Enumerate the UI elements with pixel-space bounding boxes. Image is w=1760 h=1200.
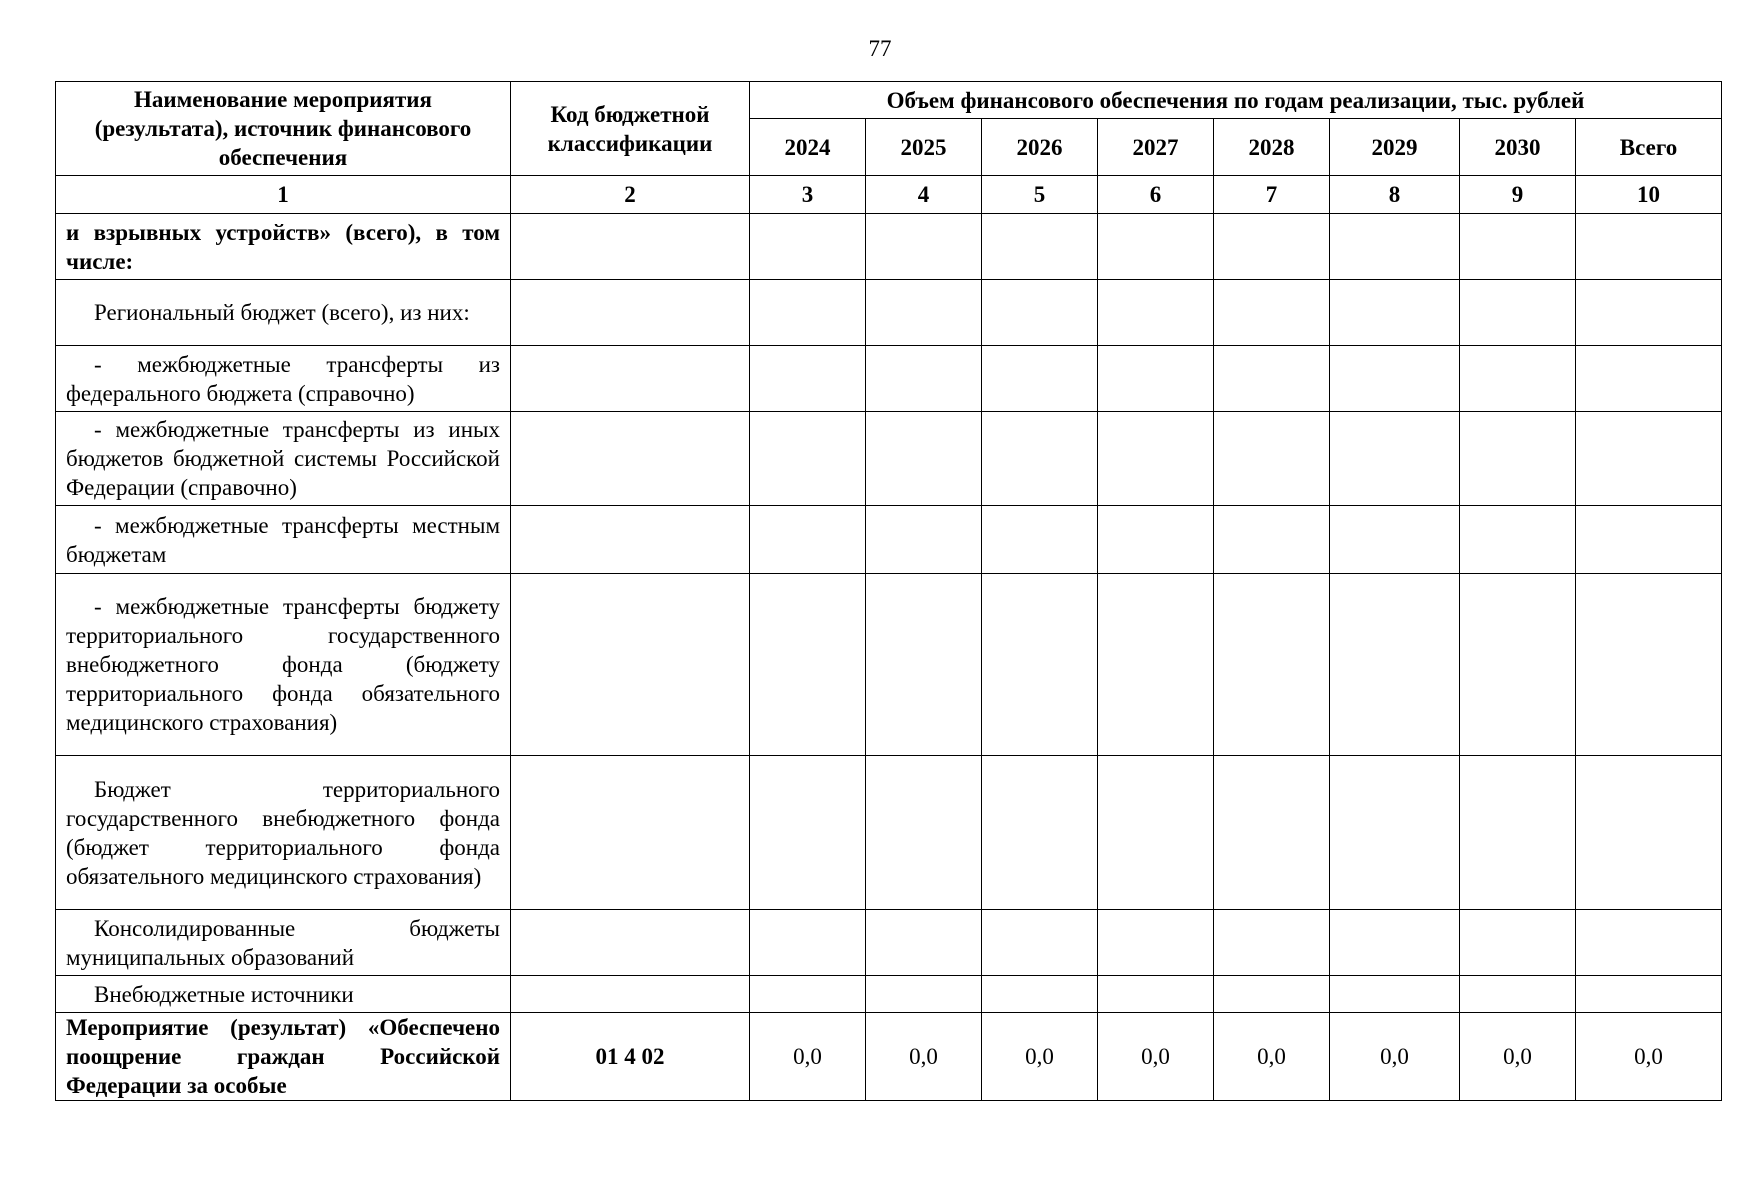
row-code <box>511 574 750 756</box>
row-year-value <box>1460 756 1576 910</box>
row-year-value <box>1460 346 1576 412</box>
row-year-value <box>982 506 1098 574</box>
row-total-value <box>1576 756 1722 910</box>
header-name: Наименование мероприятия (результата), источник финансового обеспечения <box>56 82 511 176</box>
row-code <box>511 346 750 412</box>
row-code <box>511 412 750 506</box>
row-year-value <box>982 574 1098 756</box>
header-total: Всего <box>1576 119 1722 176</box>
row-year-value <box>1460 506 1576 574</box>
row-year-value <box>982 346 1098 412</box>
row-year-value <box>982 412 1098 506</box>
row-code <box>511 756 750 910</box>
table-row <box>56 412 1722 506</box>
row-year-value <box>1460 214 1576 280</box>
header-year: 2024 <box>750 119 866 176</box>
row-total-value <box>1576 214 1722 280</box>
row-name: Консолидированные бюджеты муниципальных образований <box>56 910 511 976</box>
row-name: Мероприятие (результат) «Обеспечено поощрение граждан Российской Федерации за особые <box>56 1013 511 1101</box>
row-year-value <box>1330 574 1460 756</box>
column-number: 6 <box>1098 176 1214 214</box>
header-year: 2028 <box>1214 119 1330 176</box>
row-year-value <box>1098 756 1214 910</box>
header-volume: Объем финансового обеспечения по годам реализации, тыс. рублей <box>750 82 1722 119</box>
row-year-value <box>1330 280 1460 346</box>
row-year-value: 0,0 <box>1098 1013 1214 1101</box>
row-year-value <box>1214 412 1330 506</box>
financing-table <box>55 81 1722 1101</box>
row-total-value <box>1576 574 1722 756</box>
page-number: 77 <box>868 36 892 61</box>
row-name: Внебюджетные источники <box>56 976 511 1013</box>
table-row <box>56 1013 1722 1101</box>
row-year-value <box>1098 910 1214 976</box>
row-year-value <box>1214 506 1330 574</box>
row-code <box>511 506 750 574</box>
row-year-value <box>1214 214 1330 280</box>
column-number: 7 <box>1214 176 1330 214</box>
column-number: 10 <box>1576 176 1722 214</box>
table-body <box>56 214 1722 1101</box>
row-year-value: 0,0 <box>1330 1013 1460 1101</box>
row-year-value <box>1098 574 1214 756</box>
row-year-value <box>866 574 982 756</box>
row-year-value <box>1214 976 1330 1013</box>
row-name: - межбюджетные трансферты из иных бюджетов бюджетной системы Российской Федерации (справочно) <box>56 412 511 506</box>
row-year-value <box>1460 574 1576 756</box>
row-year-value: 0,0 <box>750 1013 866 1101</box>
header-year: 2026 <box>982 119 1098 176</box>
row-name: - межбюджетные трансферты местным бюджетам <box>56 506 511 574</box>
row-total-value <box>1576 346 1722 412</box>
row-year-value <box>866 506 982 574</box>
row-total-value <box>1576 506 1722 574</box>
row-year-value <box>1098 506 1214 574</box>
row-year-value <box>982 214 1098 280</box>
column-number: 1 <box>56 176 511 214</box>
row-name: Бюджет территориального государственного внебюджетного фонда (бюджет территориального фонда обязательного медицинского страхования) <box>56 756 511 910</box>
table-row <box>56 976 1722 1013</box>
row-total-value <box>1576 280 1722 346</box>
row-year-value <box>750 412 866 506</box>
row-total-value <box>1576 976 1722 1013</box>
row-code <box>511 280 750 346</box>
header-year: 2025 <box>866 119 982 176</box>
row-code <box>511 910 750 976</box>
column-number: 4 <box>866 176 982 214</box>
row-year-value <box>1330 412 1460 506</box>
row-year-value: 0,0 <box>1460 1013 1576 1101</box>
column-number: 8 <box>1330 176 1460 214</box>
row-year-value <box>750 574 866 756</box>
row-year-value <box>866 280 982 346</box>
row-year-value <box>1460 280 1576 346</box>
column-number: 2 <box>511 176 750 214</box>
row-year-value <box>1330 506 1460 574</box>
row-year-value <box>1098 280 1214 346</box>
row-year-value <box>1214 346 1330 412</box>
header-year: 2029 <box>1330 119 1460 176</box>
row-year-value <box>1330 910 1460 976</box>
row-code <box>511 214 750 280</box>
row-year-value <box>750 346 866 412</box>
row-year-value: 0,0 <box>982 1013 1098 1101</box>
table-row <box>56 574 1722 756</box>
column-number: 5 <box>982 176 1098 214</box>
row-total-value: 0,0 <box>1576 1013 1722 1101</box>
row-year-value <box>866 910 982 976</box>
table-row <box>56 756 1722 910</box>
row-year-value <box>1330 214 1460 280</box>
row-code: 01 4 02 <box>511 1013 750 1101</box>
row-name: - межбюджетные трансферты из федерального бюджета (справочно) <box>56 346 511 412</box>
row-code <box>511 976 750 1013</box>
table-row <box>56 280 1722 346</box>
row-year-value <box>1460 412 1576 506</box>
header-year: 2027 <box>1098 119 1214 176</box>
row-year-value <box>982 280 1098 346</box>
column-number: 3 <box>750 176 866 214</box>
row-year-value <box>750 280 866 346</box>
table-row <box>56 910 1722 976</box>
table-row <box>56 506 1722 574</box>
row-year-value <box>1330 976 1460 1013</box>
row-year-value <box>1460 976 1576 1013</box>
row-year-value <box>750 756 866 910</box>
row-year-value <box>1214 280 1330 346</box>
row-name: и взрывных устройств» (всего), в том числе: <box>56 214 511 280</box>
row-year-value <box>1330 756 1460 910</box>
table-row <box>56 214 1722 280</box>
row-year-value <box>1098 976 1214 1013</box>
row-year-value <box>750 214 866 280</box>
row-total-value <box>1576 910 1722 976</box>
row-year-value <box>982 756 1098 910</box>
row-total-value <box>1576 412 1722 506</box>
header-year: 2030 <box>1460 119 1576 176</box>
row-year-value <box>1098 346 1214 412</box>
row-name: - межбюджетные трансферты бюджету территориального государственного внебюджетного фонда (бюджету территориального фонда обязательного медицинского страхования) <box>56 574 511 756</box>
row-year-value <box>1214 574 1330 756</box>
row-year-value <box>750 910 866 976</box>
row-year-value: 0,0 <box>1214 1013 1330 1101</box>
row-year-value <box>1330 346 1460 412</box>
row-year-value <box>866 976 982 1013</box>
row-year-value <box>1214 910 1330 976</box>
row-name: Региональный бюджет (всего), из них: <box>56 280 511 346</box>
row-year-value <box>1098 412 1214 506</box>
row-year-value <box>866 756 982 910</box>
row-year-value <box>750 506 866 574</box>
row-year-value <box>1098 214 1214 280</box>
table-row <box>56 346 1722 412</box>
row-year-value <box>1460 910 1576 976</box>
row-year-value <box>982 910 1098 976</box>
header-code: Код бюджетной классификации <box>511 82 750 176</box>
row-year-value <box>866 214 982 280</box>
row-year-value <box>1214 756 1330 910</box>
row-year-value <box>866 412 982 506</box>
column-number: 9 <box>1460 176 1576 214</box>
row-year-value <box>982 976 1098 1013</box>
row-year-value: 0,0 <box>866 1013 982 1101</box>
row-year-value <box>750 976 866 1013</box>
row-year-value <box>866 346 982 412</box>
